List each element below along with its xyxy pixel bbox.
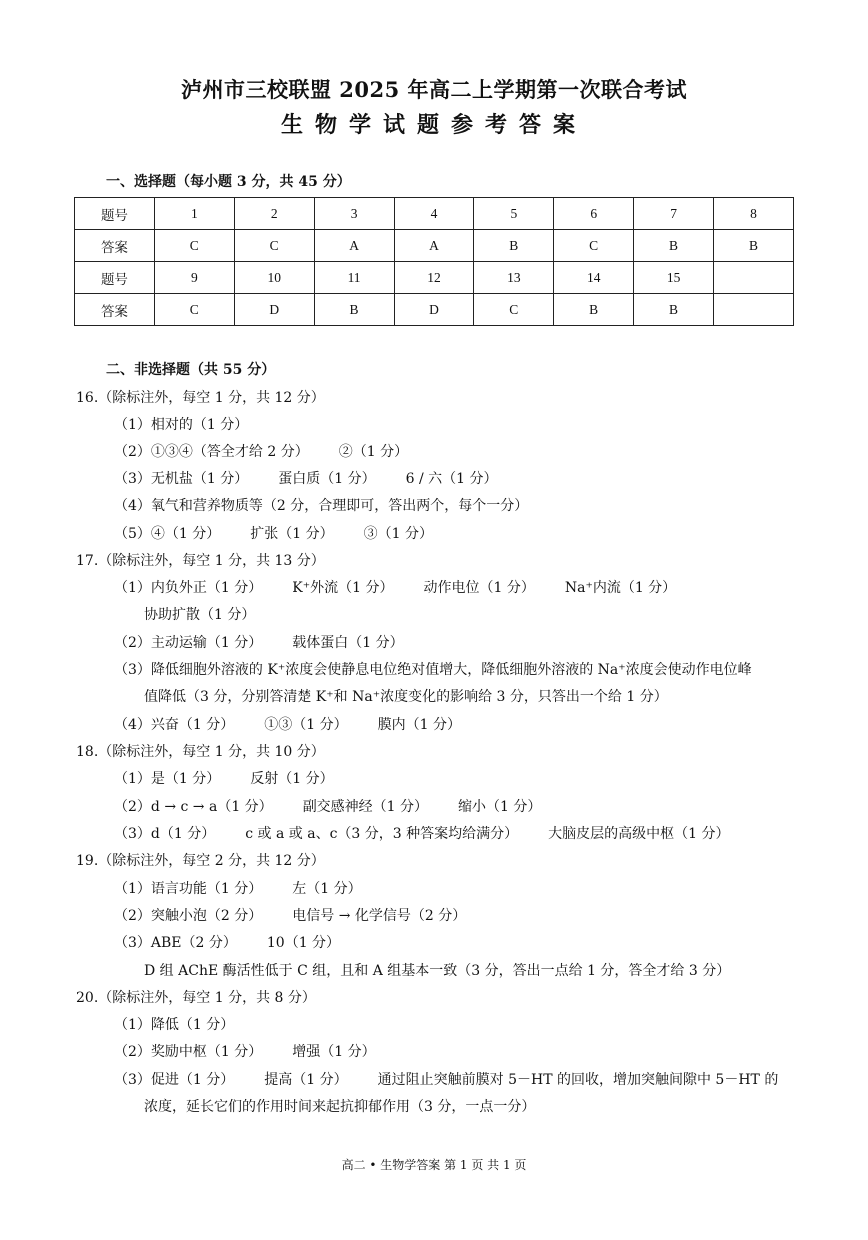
table-cell: C [154,230,234,262]
answer-table [74,197,794,326]
table-cell: 10 [234,262,314,294]
table-cell: 9 [154,262,234,294]
table-row [75,198,794,230]
table-cell: C [474,294,554,326]
q17-part2 [114,632,404,652]
table-cell: C [554,230,634,262]
q19-part3-cont: D 组 AChE 酶活性低于 C 组，且和 A 组基本一致（3 分，答出一点给 1 分，答全才给 3 分） [144,963,731,979]
q17-part4-c: 膜内（1 分） [377,717,461,733]
q19-part1-b: 左（1 分） [292,881,362,897]
q17-part4 [114,714,461,734]
q17-heading: 17.（除标注外，每空 1 分，共 13 分） [76,553,325,569]
q18-part2-a: （2）d → c → a（1 分） [114,799,273,815]
table-cell: 7 [634,198,714,230]
table-cell: A [394,230,474,262]
table-cell: 14 [554,262,634,294]
q20-part3-cont: 浓度，延长它们的作用时间来起抗抑郁作用（3 分，一点一分） [144,1099,536,1115]
q17-part1-c: 动作电位（1 分） [423,580,535,596]
q19-part3 [114,932,340,952]
q17-part2-b: 载体蛋白（1 分） [292,635,404,651]
q19-heading: 19.（除标注外，每空 2 分，共 12 分） [76,853,325,869]
table-cell: B [314,294,394,326]
table-cell: B [634,294,714,326]
section-choice-heading: 一、选择题（每小题 3 分，共 45 分） [106,174,351,190]
q17-part4-b: ①③（1 分） [264,717,348,733]
table-cell: 13 [474,262,554,294]
q19-part2-b: 电信号 → 化学信号（2 分） [292,908,467,924]
q16-part2-b: ②（1 分） [338,444,409,460]
table-cell: B [554,294,634,326]
q20-part2 [114,1041,376,1061]
table-cell: 12 [394,262,474,294]
q18-part3-a: （3）d（1 分） [114,826,216,842]
q19-part1 [114,878,362,898]
document-subtitle: 生物学试题参考答案 [280,112,587,138]
q16-part5-a: （5）④（1 分） [114,526,221,542]
q16-part1: （1）相对的（1 分） [114,417,249,433]
section-nonchoice-heading: 二、非选择题（共 55 分） [106,362,276,378]
q16-part5-c: ③（1 分） [363,526,433,542]
table-row [75,262,794,294]
q17-part2-a: （2）主动运输（1 分） [114,635,263,651]
q16-part5 [114,523,433,543]
table-cell: B [634,230,714,262]
q17-part1-cont: 协助扩散（1 分） [144,607,256,623]
table-cell: A [314,230,394,262]
q18-heading: 18.（除标注外，每空 1 分，共 10 分） [76,744,325,760]
table-cell [714,262,794,294]
q20-part2-a: （2）奖励中枢（1 分） [114,1044,263,1060]
table-cell: D [394,294,474,326]
table-row-header: 题号 [75,198,155,230]
table-row-header: 答案 [75,230,155,262]
q18-part2 [114,796,541,816]
q20-part3-a: （3）促进（1 分） [114,1072,235,1088]
q16-part3-a: （3）无机盐（1 分） [114,471,249,487]
q17-part3-cont: 值降低（3 分，分别答清楚 K⁺和 Na⁺浓度变化的影响给 3 分，只答出一个给 1 分） [144,689,668,705]
table-row [75,294,794,326]
q18-part1 [114,768,334,788]
table-row-header: 题号 [75,262,155,294]
q19-part1-a: （1）语言功能（1 分） [114,881,263,897]
table-cell: C [234,230,314,262]
table-cell: 5 [474,198,554,230]
q19-part3-a: （3）ABE（2 分） [114,935,237,951]
table-cell: B [714,230,794,262]
page-footer: 高二 • 生物学答案 第 1 页 共 1 页 [341,1158,527,1172]
q18-part1-a: （1）是（1 分） [114,771,221,787]
table-cell: C [154,294,234,326]
q18-part2-b: 副交感神经（1 分） [302,799,429,815]
q19-part2 [114,905,466,925]
q19-part2-a: （2）突触小泡（2 分） [114,908,263,924]
q16-part3-c: 6 / 六（1 分） [405,471,498,487]
q16-part5-b: 扩张（1 分） [250,526,334,542]
q18-part3 [114,823,729,843]
document-title: 泸州市三校联盟 2025 年高二上学期第一次联合考试 [180,77,688,102]
q18-part2-c: 缩小（1 分） [458,799,542,815]
q16-part3-b: 蛋白质（1 分） [278,471,376,487]
q18-part1-b: 反射（1 分） [250,771,334,787]
q16-part2-a: （2）①③④（答全才给 2 分） [114,444,309,460]
table-cell: D [234,294,314,326]
table-cell: 6 [554,198,634,230]
table-row [75,230,794,262]
q17-part4-a: （4）兴奋（1 分） [114,717,235,733]
table-cell: 8 [714,198,794,230]
q17-part1-a: （1）内负外正（1 分） [114,580,263,596]
q20-part3-b: 提高（1 分） [264,1072,348,1088]
q20-part2-b: 增强（1 分） [292,1044,376,1060]
q20-part1: （1）降低（1 分） [114,1017,235,1033]
table-cell: 3 [314,198,394,230]
q20-part3 [114,1069,778,1089]
table-cell: 11 [314,262,394,294]
q17-part1 [114,577,676,597]
q19-part3-b: 10（1 分） [266,935,341,951]
table-cell: 4 [394,198,474,230]
table-row-header: 答案 [75,294,155,326]
q17-part1-d: Na⁺内流（1 分） [564,580,677,596]
q18-part3-c: 大脑皮层的高级中枢（1 分） [548,826,730,842]
q17-part3: （3）降低细胞外溶液的 K⁺浓度会使静息电位绝对值增大，降低细胞外溶液的 Na⁺浓度会使动作电位峰 [114,662,752,678]
q18-part3-b: c 或 a 或 a、c（3 分，3 种答案均给满分） [245,826,519,842]
table-cell: 15 [634,262,714,294]
q16-part3 [114,468,498,488]
q16-part4: （4）氧气和营养物质等（2 分，合理即可，答出两个，每个一分） [114,498,529,514]
table-cell [714,294,794,326]
q16-part2 [114,441,408,461]
table-cell: 2 [234,198,314,230]
q20-heading: 20.（除标注外，每空 1 分，共 8 分） [76,990,316,1006]
q16-heading: 16.（除标注外，每空 1 分，共 12 分） [76,390,325,406]
q17-part1-b: K⁺外流（1 分） [292,580,394,596]
table-cell: 1 [154,198,234,230]
q20-part3-c: 通过阻止突触前膜对 5－HT 的回收，增加突触间隙中 5－HT 的 [377,1072,779,1088]
table-cell: B [474,230,554,262]
